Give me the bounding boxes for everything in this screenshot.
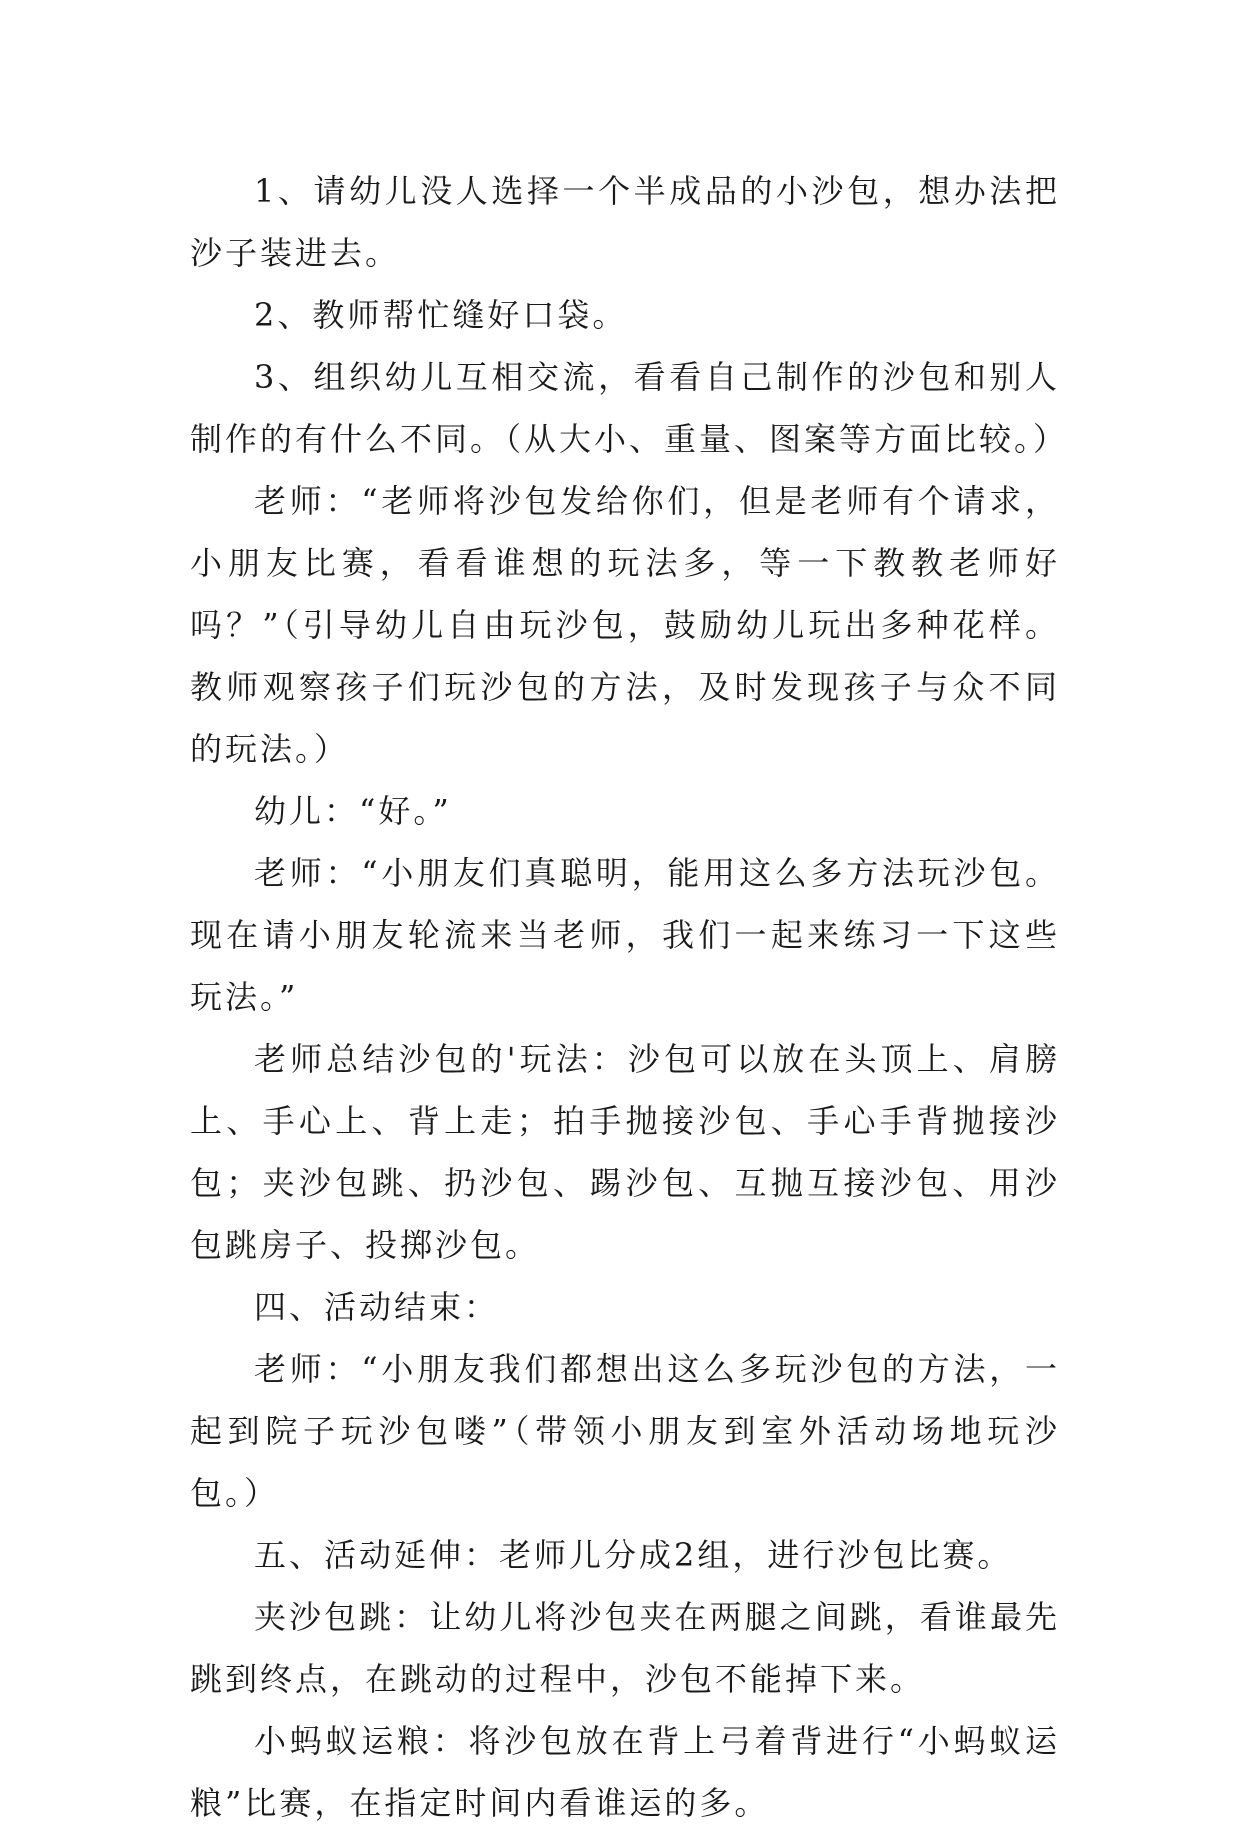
paragraph-step-1: 1、请幼儿没人选择一个半成品的小沙包，想办法把沙子装进去。 bbox=[190, 172, 1060, 272]
paragraph-game-ant: 小蚂蚁运粮：将沙包放在背上弓着背进行“小蚂蚁运粮”比赛，在指定时间内看谁运的多。 bbox=[190, 1722, 1060, 1822]
paragraph-teacher-request: 老师：“老师将沙包发给你们，但是老师有个请求，小朋友比赛，看看谁想的玩法多，等一下教教老师好吗？”（引导幼儿自由玩沙包，鼓励幼儿玩出多种花样。教师观察孩子们玩沙包的方法，及时发现孩子与众不同的玩法。） bbox=[190, 482, 1060, 768]
section-heading-activity-end: 四、活动结束： bbox=[254, 1288, 500, 1326]
paragraph-step-3: 3、组织幼儿互相交流，看看自己制作的沙包和别人制作的有什么不同。（从大小、重量、图案等方面比较。） bbox=[190, 358, 1069, 458]
paragraph-teacher-praise: 老师：“小朋友们真聪明，能用这么多方法玩沙包。现在请小朋友轮流来当老师，我们一起来练习一下这些玩法。” bbox=[190, 854, 1060, 1016]
section-heading-extension: 五、活动延伸：老师儿分成2组，进行沙包比赛。 bbox=[254, 1536, 1013, 1574]
paragraph-game-jump: 夹沙包跳：让幼儿将沙包夹在两腿之间跳，看谁最先跳到终点，在跳动的过程中，沙包不能掉下来。 bbox=[190, 1598, 1060, 1698]
paragraph-play-summary: 老师总结沙包的'玩法：沙包可以放在头顶上、肩膀上、手心上、背上走；拍手抛接沙包、手心手背抛接沙包；夹沙包跳、扔沙包、踢沙包、互抛互接沙包、用沙包跳房子、投掷沙包。 bbox=[190, 1040, 1060, 1264]
document-body bbox=[190, 160, 1069, 1834]
paragraph-teacher-closing: 老师：“小朋友我们都想出这么多玩沙包的方法，一起到院子玩沙包喽”（带领小朋友到室外活动场地玩沙包。） bbox=[190, 1350, 1060, 1512]
paragraph-child-reply: 幼儿：“好。” bbox=[254, 792, 452, 830]
paragraph-step-2: 2、教师帮忙缝好口袋。 bbox=[254, 296, 628, 334]
